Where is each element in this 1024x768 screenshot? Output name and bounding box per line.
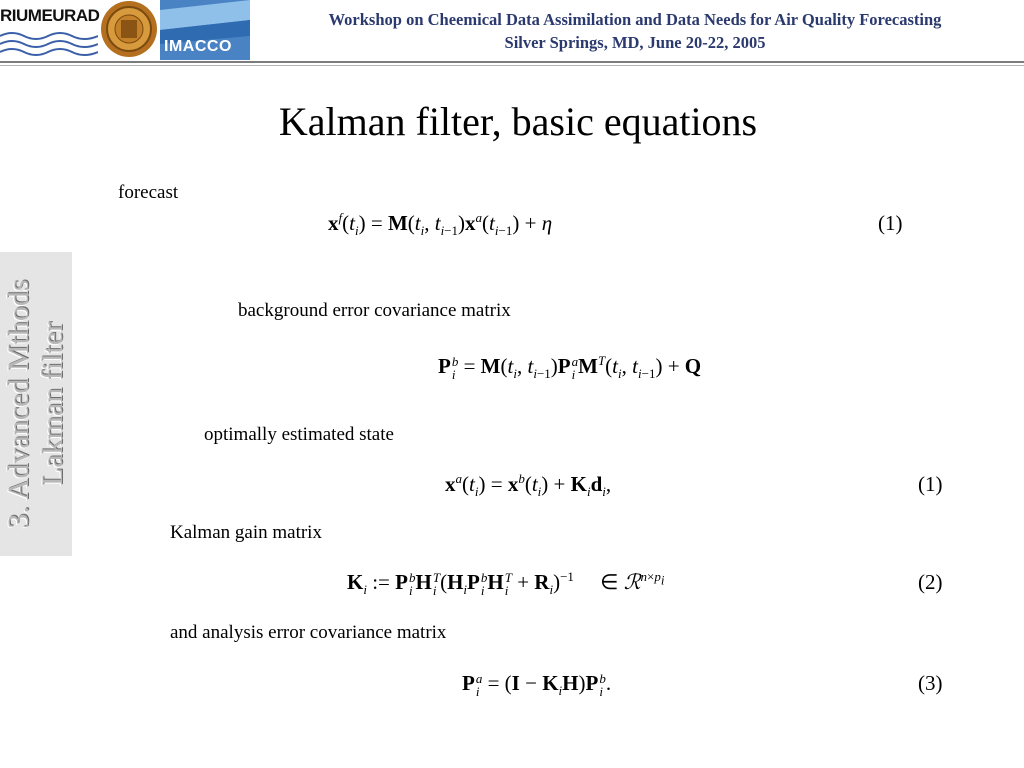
university-seal-icon bbox=[100, 0, 158, 58]
analysis-covariance-equation: P a i = $(I - K_iH)P$ b i . bbox=[462, 671, 612, 700]
sidebar-line1: 3. Advanced Mthods bbox=[2, 279, 35, 529]
workshop-title-line2: Silver Springs, MD, June 20-22, 2005 bbox=[504, 33, 766, 52]
slide-title: Kalman filter, basic equations bbox=[278, 99, 758, 144]
header-divider-thin bbox=[0, 65, 1024, 66]
workshop-title bbox=[260, 8, 1010, 54]
sidebar-line2: Lakman filter bbox=[36, 321, 69, 487]
riumeurad-logo-text: RIUMEURAD bbox=[0, 6, 100, 25]
background-covariance-label: background error covariance matrix bbox=[238, 300, 511, 321]
analysis-covariance-label: and analysis error covariance matrix bbox=[170, 622, 447, 643]
background-covariance-equation: P b i = $M(t_i$, $t_{i-1})P$ a i $M^T(t_i$, $t_{i-1}) + Q$ bbox=[438, 353, 702, 383]
forecast-equation: $x^f(t_i) = M(t_i$, $t_{i-1})x^a(t_{i-1}) + \eta$ bbox=[328, 210, 553, 239]
optimal-state-equation-number: (1) bbox=[918, 472, 943, 496]
imacco-logo bbox=[160, 0, 250, 60]
analysis-covariance-equation-number: (3) bbox=[918, 671, 943, 695]
kalman-gain-label: Kalman gain matrix bbox=[170, 522, 322, 543]
wave-icon bbox=[0, 30, 98, 58]
sidebar-vertical-title bbox=[2, 252, 70, 556]
kalman-gain-equation: $K_i$ := P b i H T i ($H_iP$ b i H T i + $R_i)^{-1}$ ∈ ℛ$^{n\times p_i}$ bbox=[347, 569, 665, 599]
forecast-equation-number: (1) bbox=[878, 211, 903, 235]
forecast-label: forecast bbox=[118, 182, 179, 203]
optimal-state-label: optimally estimated state bbox=[204, 424, 394, 445]
kalman-gain-equation-number: (2) bbox=[918, 570, 943, 594]
riumeurad-logo bbox=[0, 0, 98, 58]
optimal-state-equation: $x^a(t_i) = x^b(t_i) + K_id_i$, bbox=[445, 471, 612, 500]
workshop-title-line1: Workshop on Cheemical Data Assimilation and Data Needs for Air Quality Forecasting bbox=[328, 10, 942, 29]
imacco-logo-text: IMACCO bbox=[164, 38, 232, 55]
header-divider bbox=[0, 61, 1024, 63]
